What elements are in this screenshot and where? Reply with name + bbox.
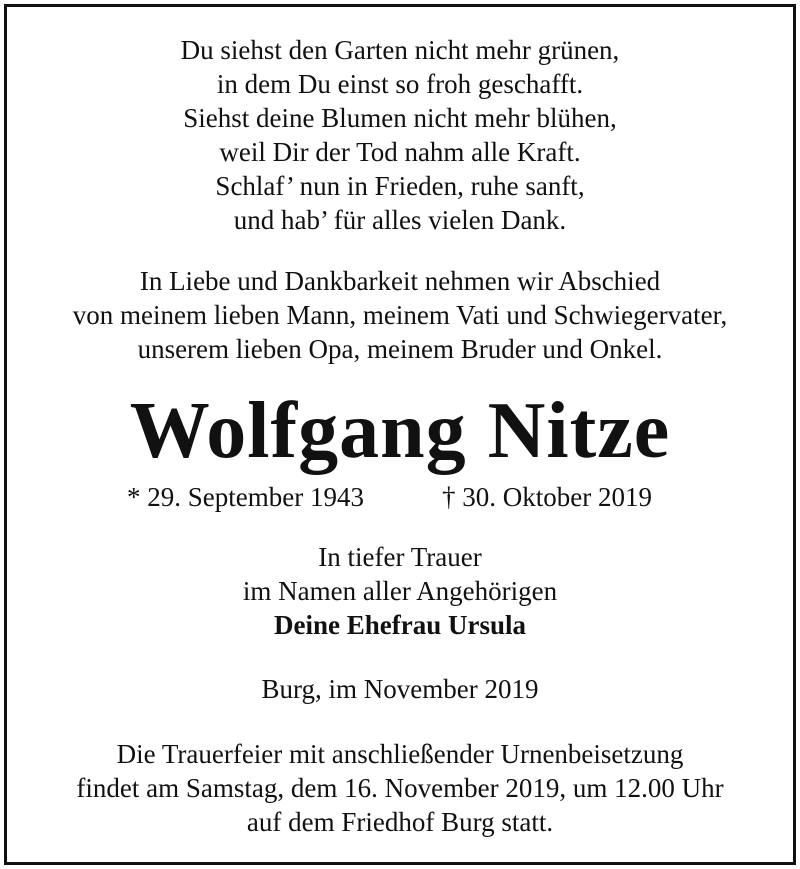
mourner-signature: Deine Ehefrau Ursula (274, 610, 526, 640)
poem-line: weil Dir der Tod nahm alle Kraft. (219, 137, 581, 167)
birth-date: * 29. September 1943 (127, 482, 364, 512)
farewell-line: unserem lieben Opa, meinem Bruder und Onkel. (137, 334, 663, 364)
poem-line: Schlaf’ nun in Frieden, ruhe sanft, (215, 171, 585, 201)
mourning-line: im Namen aller Angehörigen (242, 576, 558, 606)
poem-line: in dem Du einst so froh geschafft. (216, 69, 584, 99)
ceremony-line: findet am Samstag, dem 16. November 2019, um 12.00 Uhr (76, 773, 724, 803)
farewell-line: von meinem lieben Mann, meinem Vati und Schwiegervater, (72, 300, 728, 330)
obituary-notice (4, 4, 796, 865)
death-date: † 30. Oktober 2019 (442, 482, 652, 512)
farewell-line: In Liebe und Dankbarkeit nehmen wir Abschied (139, 266, 661, 296)
poem-line: Siehst deine Blumen nicht mehr blühen, (183, 103, 617, 133)
mourning-line: In tiefer Trauer (318, 542, 482, 572)
poem-line: und hab’ für alles vielen Dank. (233, 205, 567, 235)
ceremony-line: Die Trauerfeier mit anschließender Urnenbeisetzung (116, 739, 684, 769)
life-dates (7, 477, 793, 517)
poem-line: Du siehst den Garten nicht mehr grünen, (180, 35, 620, 65)
ceremony-line: auf dem Friedhof Burg statt. (246, 807, 554, 837)
deceased-name: Wolfgang Nitze (129, 387, 671, 475)
place-date-line: Burg, im November 2019 (261, 674, 539, 704)
